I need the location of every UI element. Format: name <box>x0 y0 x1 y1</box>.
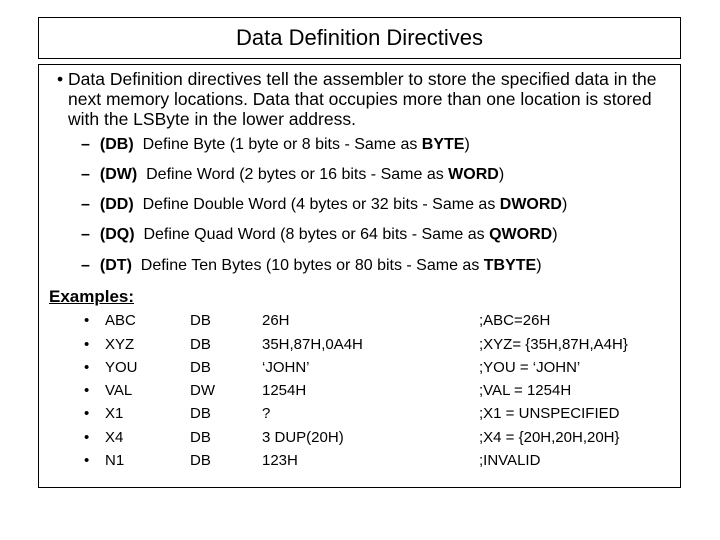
example-name: XYZ <box>105 336 135 353</box>
title-box <box>38 17 681 59</box>
dash-icon: – <box>81 166 90 183</box>
directive-code: (DQ) <box>99 226 135 243</box>
example-directive: DB <box>190 359 211 376</box>
example-operand: 123H <box>262 452 298 469</box>
example-operand: 3 DUP(20H) <box>262 429 344 446</box>
intro-text: Data Definition directives tell the assembler to store the specified data in the next memory locations. Data that occupies more than one location is stored with the LSByte in the lower address. <box>68 69 657 129</box>
directive-code: (DT) <box>99 257 132 274</box>
directive-equiv: TBYTE <box>483 257 537 274</box>
example-name: YOU <box>105 359 138 376</box>
directive-desc: Define Quad Word (8 bytes or 64 bits - Same as <box>143 226 490 243</box>
content-box <box>38 64 681 488</box>
dash-icon: – <box>81 136 90 153</box>
example-comment: ;ABC=26H <box>479 312 551 329</box>
bullet-icon: • <box>84 429 90 446</box>
example-row <box>39 312 679 334</box>
example-directive: DB <box>190 405 211 422</box>
bullet-icon: • <box>84 359 90 376</box>
directive-close: ) <box>552 226 558 243</box>
directive-code: (DB) <box>99 136 134 153</box>
dash-icon: – <box>81 257 90 274</box>
example-name: ABC <box>105 312 136 329</box>
example-directive: DB <box>190 312 211 329</box>
bullet-icon: • <box>57 69 64 89</box>
example-row <box>39 452 679 474</box>
examples-heading: Examples: <box>49 287 135 306</box>
directive-close: ) <box>561 196 568 213</box>
example-comment: ;YOU = ‘JOHN’ <box>479 359 581 376</box>
example-name: X1 <box>105 405 124 422</box>
bullet-icon: • <box>84 452 90 469</box>
dash-icon: – <box>81 196 90 213</box>
directive-code: (DW) <box>99 166 138 183</box>
directive-item-db <box>81 136 470 154</box>
example-operand: ? <box>262 405 271 422</box>
example-directive: DB <box>190 452 211 469</box>
example-row <box>39 336 679 358</box>
example-operand: 26H <box>262 312 290 329</box>
directive-item-dd <box>81 196 567 214</box>
example-operand: 1254H <box>262 382 307 399</box>
directive-close: ) <box>536 257 542 274</box>
example-comment: ;X1 = UNSPECIFIED <box>479 405 620 422</box>
example-directive: DB <box>190 336 211 353</box>
example-comment: ;XYZ= {35H,87H,A4H} <box>479 336 628 353</box>
bullet-icon: • <box>84 312 90 329</box>
directive-desc: Define Byte (1 byte or 8 bits - Same as <box>142 136 422 153</box>
directive-close: ) <box>464 136 470 153</box>
example-row <box>39 359 679 381</box>
directive-item-dw <box>81 166 504 184</box>
bullet-icon: • <box>84 382 90 399</box>
example-operand: ‘JOHN’ <box>262 359 310 376</box>
directive-code: (DD) <box>99 196 134 213</box>
directive-equiv: DWORD <box>499 196 562 213</box>
example-name: N1 <box>105 452 125 469</box>
example-row <box>39 429 679 451</box>
directive-close: ) <box>498 166 505 183</box>
example-name: X4 <box>105 429 124 446</box>
example-directive: DB <box>190 429 211 446</box>
example-operand: 35H,87H,0A4H <box>262 336 363 353</box>
bullet-icon: • <box>84 405 90 422</box>
example-directive: DW <box>190 382 215 399</box>
example-comment: ;X4 = {20H,20H,20H} <box>479 429 620 446</box>
directive-item-dq <box>81 226 558 244</box>
intro-bullet-point <box>57 69 677 129</box>
dash-icon: – <box>81 226 90 243</box>
directive-equiv: QWORD <box>489 226 553 243</box>
example-row <box>39 382 679 404</box>
example-row <box>39 405 679 427</box>
directive-desc: Define Word (2 bytes or 16 bits - Same as <box>146 166 449 183</box>
directive-equiv: BYTE <box>421 136 465 153</box>
example-name: VAL <box>105 382 133 399</box>
bullet-icon: • <box>84 336 90 353</box>
directive-desc: Define Ten Bytes (10 bytes or 80 bits - Same as <box>140 257 484 274</box>
directive-desc: Define Double Word (4 bytes or 32 bits - Same as <box>142 196 500 213</box>
example-comment: ;VAL = 1254H <box>479 382 572 399</box>
slide-title: Data Definition Directives <box>236 25 483 50</box>
directive-item-dt <box>81 257 542 275</box>
directive-equiv: WORD <box>448 166 499 183</box>
example-comment: ;INVALID <box>479 452 541 469</box>
